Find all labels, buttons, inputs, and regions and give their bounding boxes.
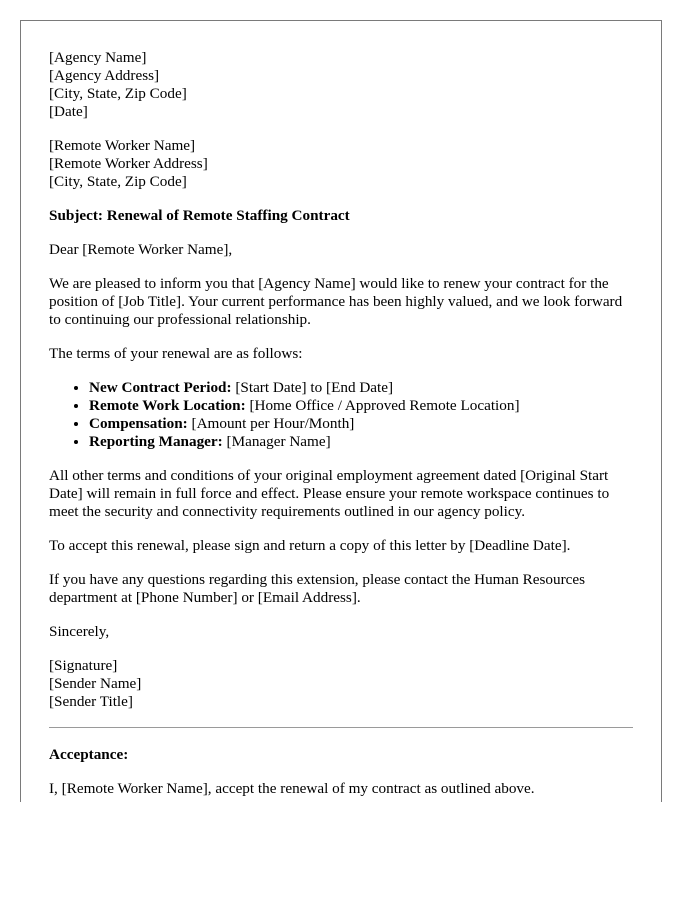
terms-list (49, 379, 633, 451)
term-value: [Home Office / Approved Remote Location] (245, 397, 520, 414)
sender-name: [Sender Name] (49, 675, 142, 692)
term-label: Reporting Manager: (89, 433, 223, 450)
terms-paragraph: All other terms and conditions of your original employment agreement dated [Original Start Date] will remain in full force and effect. Please ensure your remote workspace continues to meet the security and connectivity requirements outlined in our agency policy. (49, 467, 610, 520)
intro-paragraph: We are pleased to inform you that [Agency Name] would like to renew your contract for the position of [Job Title]. Your current performance has been highly valued, and we look forward to continuing our professional relationship. (49, 275, 623, 328)
acceptance-heading: Acceptance: (49, 746, 129, 763)
closing: Sincerely, (49, 623, 110, 640)
accept-instructions-paragraph: To accept this renewal, please sign and return a copy of this letter by [Deadline Date]. (49, 537, 571, 554)
recipient-name: [Remote Worker Name] (49, 137, 196, 154)
agency-city-state-zip: [City, State, Zip Code] (49, 85, 187, 102)
term-item-work-location (89, 397, 633, 415)
terms-intro: The terms of your renewal are as follows: (49, 345, 303, 362)
questions-paragraph: If you have any questions regarding this extension, please contact the Human Resources department at [Phone Number] or [Email Address]. (49, 571, 586, 606)
term-value: [Amount per Hour/Month] (187, 415, 355, 432)
recipient-address-block (49, 137, 633, 191)
letter-date: [Date] (49, 103, 88, 120)
term-label: New Contract Period: (89, 379, 232, 396)
recipient-address: [Remote Worker Address] (49, 155, 208, 172)
agency-name: [Agency Name] (49, 49, 147, 66)
salutation: Dear [Remote Worker Name], (49, 241, 233, 258)
signature-placeholder: [Signature] (49, 657, 118, 674)
sender-title: [Sender Title] (49, 693, 133, 710)
signature-block (49, 657, 633, 711)
term-label: Remote Work Location: (89, 397, 246, 414)
acceptance-statement: I, [Remote Worker Name], accept the renewal of my contract as outlined above. (49, 780, 535, 797)
subject-line: Subject: Renewal of Remote Staffing Contract (49, 207, 350, 224)
sender-address-block (49, 49, 633, 121)
term-item-reporting-manager (89, 433, 633, 451)
section-divider (49, 727, 633, 728)
letter-page (20, 20, 662, 802)
term-item-contract-period (89, 379, 633, 397)
term-value: [Manager Name] (222, 433, 331, 450)
agency-address: [Agency Address] (49, 67, 160, 84)
recipient-city-state-zip: [City, State, Zip Code] (49, 173, 187, 190)
term-item-compensation (89, 415, 633, 433)
term-value: [Start Date] to [End Date] (231, 379, 394, 396)
term-label: Compensation: (89, 415, 188, 432)
